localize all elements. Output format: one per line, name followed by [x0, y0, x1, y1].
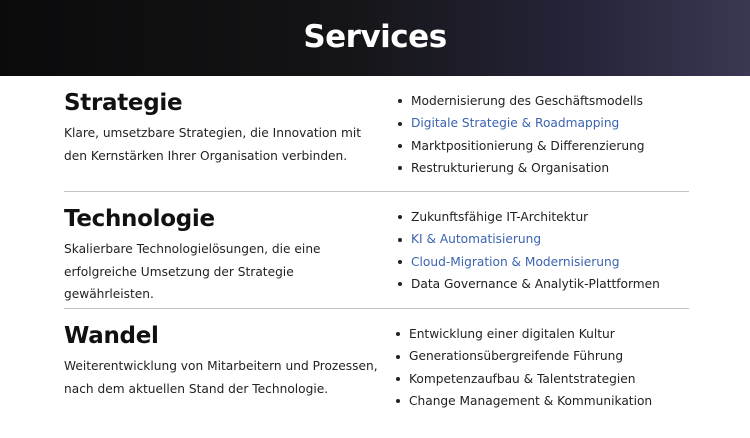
description-line: erfolgreiche Umsetzung der Strategie gewährleisten. — [64, 264, 294, 301]
list-item-link[interactable] — [398, 251, 660, 273]
bullet-icon — [396, 355, 400, 359]
description-line: nach dem aktuellen Stand der Technologie. — [64, 381, 329, 396]
bullet-icon — [398, 260, 402, 264]
list-item-label: Restrukturierung & Organisation — [411, 161, 610, 176]
service-list — [396, 323, 652, 413]
list-item — [396, 345, 652, 367]
service-list — [398, 90, 645, 180]
description-line: Skalierbare Technologielösungen, die eine — [64, 242, 321, 256]
list-item — [398, 157, 645, 179]
header-banner — [0, 0, 750, 76]
list-item — [398, 90, 645, 112]
bullet-icon — [396, 332, 400, 336]
bullet-icon — [396, 399, 400, 403]
description-line: Weiterentwicklung von Mitarbeitern und Prozessen, — [64, 359, 378, 373]
list-item-label: Marktpositionierung & Differenzierung — [411, 138, 645, 153]
section-title: Technologie — [64, 206, 215, 232]
description-line: Klare, umsetzbare Strategien, die Innovation mit — [64, 126, 362, 140]
list-item-label[interactable]: Digitale Strategie & Roadmapping — [411, 116, 620, 131]
bullet-icon — [398, 122, 402, 126]
section-intro — [64, 205, 384, 306]
section-title: Strategie — [64, 90, 183, 116]
bullet-icon — [398, 215, 402, 219]
section-intro — [64, 322, 384, 400]
list-item — [396, 323, 652, 345]
list-item-label: Change Management & Kommunikation — [409, 394, 653, 409]
list-item-label: Zukunftsfähige IT-Architektur — [411, 210, 589, 224]
list-item — [398, 273, 660, 295]
section-description — [64, 122, 384, 167]
list-item-label[interactable]: KI & Automatisierung — [411, 232, 542, 247]
list-item — [396, 390, 652, 412]
section-intro — [64, 89, 384, 167]
list-item — [398, 206, 660, 228]
section-wandel — [64, 322, 689, 438]
list-item-label: Generationsübergreifende Führung — [409, 349, 624, 364]
section-technologie — [64, 205, 689, 321]
list-item — [396, 368, 652, 390]
section-title: Wandel — [64, 323, 159, 349]
bullet-icon — [398, 166, 402, 170]
bullet-icon — [398, 144, 402, 148]
section-divider — [64, 191, 689, 192]
list-item-link[interactable] — [398, 112, 645, 134]
section-description — [64, 238, 384, 306]
bullet-icon — [396, 377, 400, 381]
section-strategie — [64, 89, 689, 205]
bullet-icon — [398, 99, 402, 103]
list-item-label: Modernisierung des Geschäftsmodells — [411, 94, 643, 108]
bullet-icon — [398, 238, 402, 242]
section-divider — [64, 308, 689, 309]
list-item — [398, 135, 645, 157]
list-item-label: Data Governance & Analytik-Plattformen — [411, 277, 660, 292]
list-item-label: Entwicklung einer digitalen Kultur — [409, 327, 615, 341]
page-title: Services — [303, 19, 447, 55]
description-line: den Kernstärken Ihrer Organisation verbinden. — [64, 148, 348, 163]
list-item-label[interactable]: Cloud-Migration & Modernisierung — [411, 254, 620, 269]
list-item-label: Kompetenzaufbau & Talentstrategien — [409, 371, 636, 386]
list-item-link[interactable] — [398, 228, 660, 250]
service-list — [398, 206, 660, 296]
section-description — [64, 355, 384, 400]
bullet-icon — [398, 282, 402, 286]
